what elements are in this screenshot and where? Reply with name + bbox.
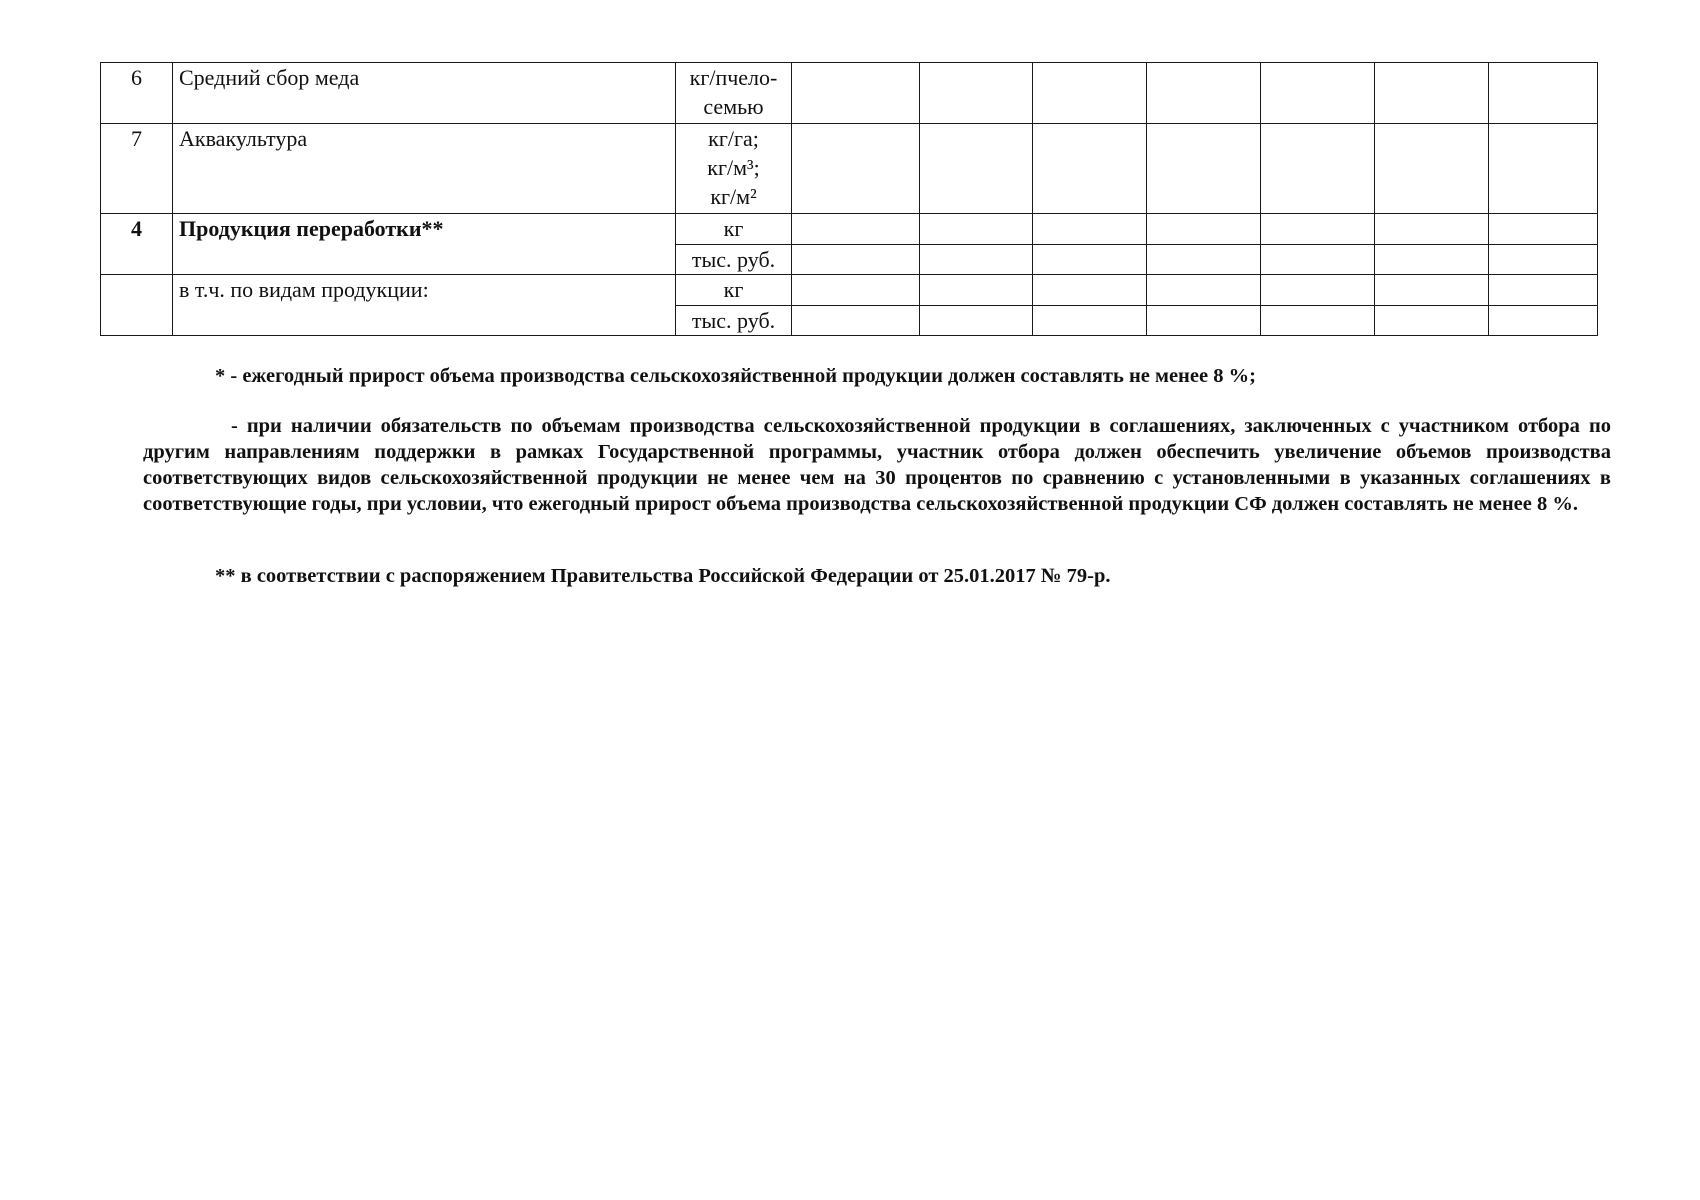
unit-cell xyxy=(676,63,792,124)
table-row xyxy=(101,214,1598,245)
value-cell xyxy=(1489,275,1598,306)
value-cell xyxy=(1147,63,1261,124)
value-cell xyxy=(1033,124,1147,214)
value-cell xyxy=(792,306,920,336)
table-row xyxy=(101,275,1598,306)
value-cell xyxy=(1147,275,1261,306)
row-number: 7 xyxy=(101,124,173,214)
value-cell xyxy=(1033,63,1147,124)
value-cell xyxy=(1147,214,1261,245)
value-cell xyxy=(1375,306,1489,336)
row-number xyxy=(101,275,173,336)
table-row xyxy=(101,63,1598,124)
value-cell xyxy=(1375,214,1489,245)
value-cell xyxy=(1375,124,1489,214)
unit-cell: кг xyxy=(676,214,792,245)
unit-cell: тыс. руб. xyxy=(676,245,792,275)
unit-line: кг/м³; xyxy=(707,155,760,180)
indicators-table xyxy=(100,62,1598,336)
value-cell xyxy=(1033,245,1147,275)
value-cell xyxy=(1261,124,1375,214)
unit-cell: кг xyxy=(676,275,792,306)
footnote-obligations: - при наличии обязательств по объемам производства сельскохозяйственной продукции в соглашениях, заключенных с участником отбора по другим направлениям поддержки в рамках Государственной программы, участник отбора должен обеспечить увеличение объемов производства соответствующих видов сельскохозяйственной продукции не менее чем на 30 процентов по сравнению с установленными в указанных соглашениях в соответствующие годы, при условии, что ежегодный прирост объема производства сельскохозяйственной продукции СФ должен составлять не менее 8 %. xyxy=(143,415,1611,515)
value-cell xyxy=(1033,214,1147,245)
row-number: 6 xyxy=(101,63,173,124)
value-cell xyxy=(1261,214,1375,245)
value-cell xyxy=(920,124,1033,214)
unit-cell: тыс. руб. xyxy=(676,306,792,336)
unit-line: кг/м² xyxy=(710,184,757,209)
value-cell xyxy=(1147,306,1261,336)
value-cell xyxy=(792,214,920,245)
indicator-name: Средний сбор меда xyxy=(173,63,676,124)
value-cell xyxy=(920,306,1033,336)
value-cell xyxy=(1261,275,1375,306)
value-cell xyxy=(1375,275,1489,306)
value-cell xyxy=(1375,63,1489,124)
value-cell xyxy=(1147,124,1261,214)
value-cell xyxy=(1261,306,1375,336)
value-cell xyxy=(1489,306,1598,336)
value-cell xyxy=(1489,214,1598,245)
value-cell xyxy=(1489,124,1598,214)
value-cell xyxy=(792,63,920,124)
unit-line: кг/га; xyxy=(708,126,759,151)
value-cell xyxy=(792,124,920,214)
value-cell xyxy=(1261,63,1375,124)
value-cell xyxy=(920,63,1033,124)
value-cell xyxy=(792,245,920,275)
unit-cell xyxy=(676,124,792,214)
indicator-name: Продукция переработки** xyxy=(173,214,676,275)
unit-line: семью xyxy=(703,94,764,119)
value-cell xyxy=(920,214,1033,245)
value-cell xyxy=(1147,245,1261,275)
value-cell xyxy=(1033,306,1147,336)
value-cell xyxy=(1375,245,1489,275)
value-cell xyxy=(1033,275,1147,306)
value-cell xyxy=(1261,245,1375,275)
indicator-name: Аквакультура xyxy=(173,124,676,214)
table-row xyxy=(101,124,1598,214)
unit-line: кг/пчело- xyxy=(689,65,778,90)
footnote-decree: ** в соответствии с распоряжением Правительства Российской Федерации от 25.01.2017 № 79-р. xyxy=(215,565,1111,587)
footnote-growth: * - ежегодный прирост объема производства сельскохозяйственной продукции должен составлять не менее 8 %; xyxy=(215,365,1256,387)
value-cell xyxy=(920,275,1033,306)
value-cell xyxy=(1489,63,1598,124)
value-cell xyxy=(920,245,1033,275)
row-number: 4 xyxy=(101,214,173,275)
indicator-name: в т.ч. по видам продукции: xyxy=(173,275,676,336)
value-cell xyxy=(792,275,920,306)
value-cell xyxy=(1489,245,1598,275)
